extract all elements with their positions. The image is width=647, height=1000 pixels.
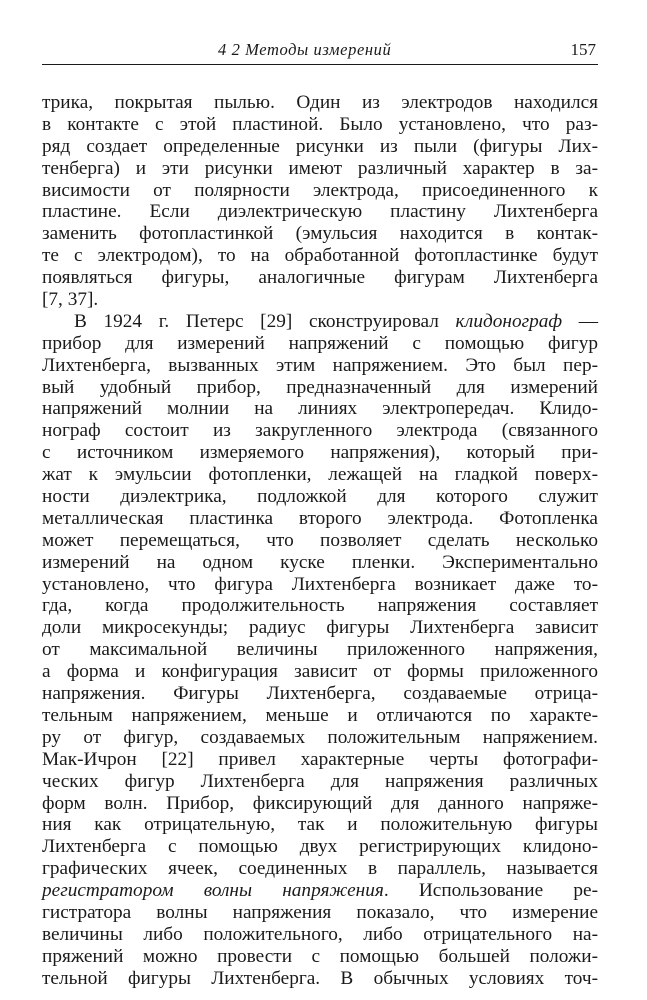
text-line: от максимальной величины приложенного напряжения, (42, 639, 598, 661)
text-line: висимости от полярности электрода, присоединенного к (42, 179, 598, 201)
text-line: тельным напряжением, меньше и отличаются по характе- (42, 704, 598, 726)
text-line: Лихтенберга с помощью двух регистрирующих клидоно- (42, 836, 598, 858)
text-line: доли микросекунды; радиус фигуры Лихтенберга зависит (42, 617, 598, 639)
text-line: трика, покрытая пылью. Один из электродов находился (42, 92, 598, 113)
text-line: [7, 37]. (42, 289, 99, 311)
text-line (42, 880, 598, 902)
text-line: измерений на одном куске пленки. Экспериментально (42, 551, 598, 573)
text-line: те с электродом), то на обработанной фотопластинке будут (42, 245, 598, 267)
page-number: 157 (570, 40, 596, 59)
text-line: Мак-Ичрон [22] привел характерные черты фотографи- (42, 748, 598, 770)
text-line: вый удобный прибор, предназначенный для измерений (42, 376, 598, 398)
text-line: может перемещаться, что позволяет сделать несколько (42, 529, 598, 551)
text-line: пряжений можно провести с помощью большей положи- (42, 945, 598, 967)
text-run: . Использование ре- (383, 880, 598, 902)
text-line (42, 311, 598, 333)
emphasized-term: клидонограф (455, 310, 563, 332)
text-line: установлено, что фигура Лихтенберга возникает даже то- (42, 573, 598, 595)
text-line: графических ячеек, соединенных в параллель, называется (42, 858, 598, 880)
text-line: Лихтенберга, вызванных этим напряжением. Это был пер- (42, 354, 598, 376)
text-line: гда, когда продолжительность напряжения составляет (42, 595, 598, 617)
text-line: в контакте с этой пластиной. Было установлено, что раз- (42, 113, 598, 135)
text-run: — (562, 310, 598, 332)
paragraph-2 (42, 311, 598, 990)
text-line: величины либо положительного, либо отрицательного на- (42, 923, 598, 945)
text-line: ности диэлектрика, подложкой для которого служит (42, 486, 598, 508)
text-run: В 1924 г. Петерс [29] сконструировал (74, 310, 456, 332)
text-line: тенберга) и эти рисунки имеют различный характер в за- (42, 157, 598, 179)
text-line: пластине. Если диэлектрическую пластину Лихтенберга (42, 201, 598, 223)
text-line: напряжения. Фигуры Лихтенберга, создаваемые отрица- (42, 683, 598, 705)
text-line: ру от фигур, создаваемых положительным напряжением. (42, 726, 598, 748)
running-header (42, 38, 598, 65)
text-line: ния как отрицательную, так и положительную фигуры (42, 814, 598, 836)
text-line: нограф состоит из закругленного электрода (связанного (42, 420, 598, 442)
running-title: 4 2 Методы измерений (218, 40, 392, 59)
text-line: жат к эмульсии фотопленки, лежащей на гладкой поверх- (42, 464, 598, 486)
body-text (42, 92, 598, 990)
text-line: гистратора волны напряжения показало, что измерение (42, 901, 598, 923)
text-line: ряд создает определенные рисунки из пыли (фигуры Лих- (42, 135, 598, 157)
text-line: тельной фигуры Лихтенберга. В обычных условиях точ- (42, 967, 598, 989)
text-line: металлическая пластинка второго электрода. Фотопленка (42, 507, 598, 529)
text-line: форм волн. Прибор, фиксирующий для данного напряже- (42, 792, 598, 814)
text-line: появляться фигуры, аналогичные фигурам Лихтенберга (42, 267, 598, 289)
text-line: а форма и конфигурация зависит от формы приложенного (42, 661, 598, 683)
text-line: с источником измеряемого напряжения), который при- (42, 442, 598, 464)
text-line: напряжений молнии на линиях электропередач. Клидо- (42, 398, 598, 420)
text-line: прибор для измерений напряжений с помощью фигур (42, 332, 598, 354)
text-line: заменить фотопластинкой (эмульсия находится в контак- (42, 223, 598, 245)
text-line: ческих фигур Лихтенберга для напряжения различных (42, 770, 598, 792)
emphasized-term: регистратором волны напряжения (42, 880, 384, 902)
paragraph-1 (42, 92, 598, 311)
